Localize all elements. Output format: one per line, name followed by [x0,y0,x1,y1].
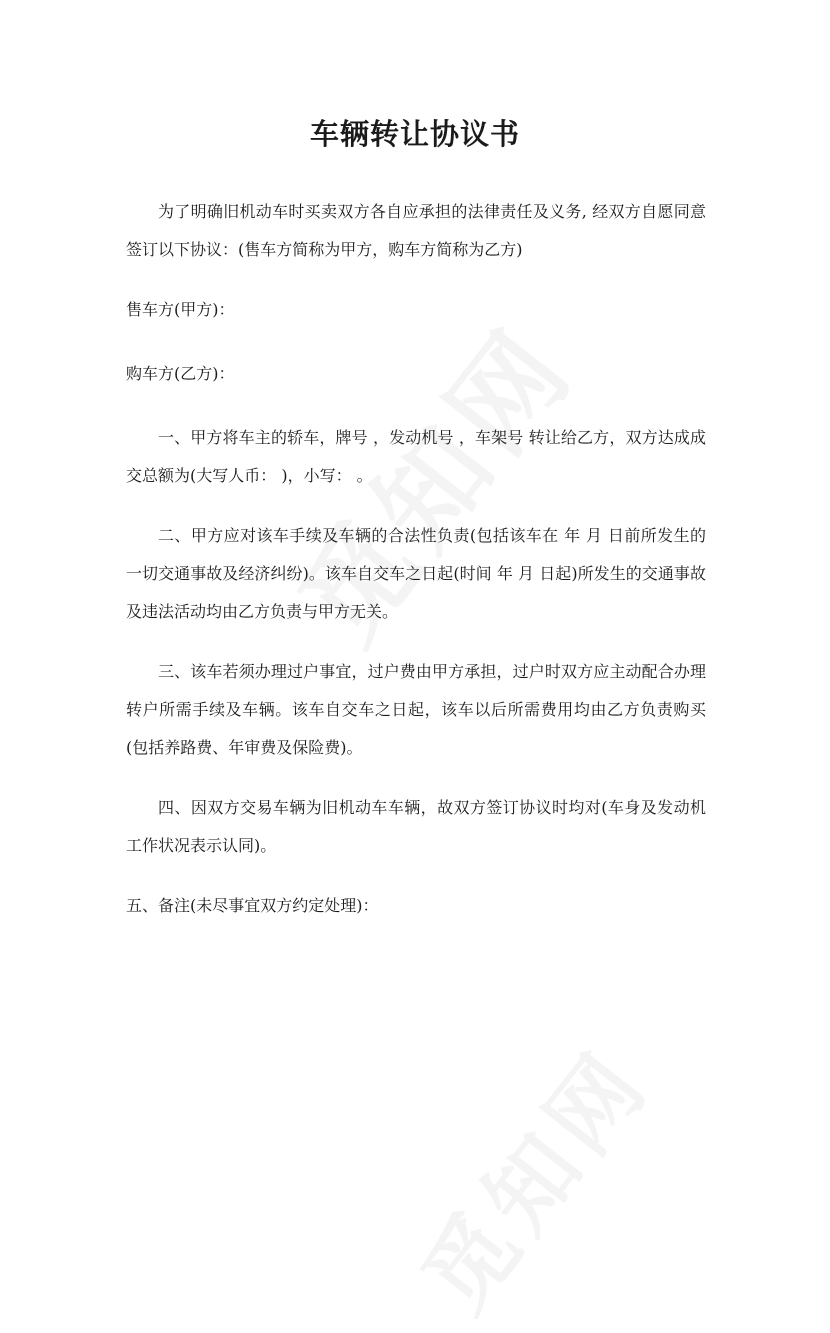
clause-4: 四、因双方交易车辆为旧机动车车辆，故双方签订协议时均对(车身及发动机工作状况表示认同)。 [126,798,706,855]
document-title: 车辆转让协议书 [309,117,520,151]
clause-1: 一、甲方将车主的轿车，牌号 ，发动机号 ，车架号 转让给乙方，双方达成成交总额为(大写人币： )，小写： 。 [126,428,706,485]
clause-3: 三、该车若须办理过户事宜，过户费由甲方承担，过户时双方应主动配合办理转户所需手续及车辆。该车自交车之日起，该车以后所需费用均由乙方负责购买(包括养路费、年审费及保险费)。 [126,662,706,757]
watermark [386,1017,673,1333]
intro-paragraph: 为了明确旧机动车时买卖双方各自应承担的法律责任及义务, 经双方自愿同意签订以下协议：(售车方简称为甲方，购车方简称为乙方) [126,202,706,259]
clause-5-remarks: 五、备注(未尽事宜双方约定处理)： [126,896,379,915]
seller-line: 售车方(甲方)： [126,300,235,319]
buyer-line: 购车方(乙方)： [126,364,235,383]
document-body [126,193,706,925]
clause-2: 二、甲方应对该车手续及车辆的合法性负责(包括该车在 年 月 日前所发生的一切交通事故及经济纠纷)。该车自交车之日起(时间 年 月 日起)所发生的交通事故及违法活动均由乙方负责与甲方无关。 [126,526,706,621]
